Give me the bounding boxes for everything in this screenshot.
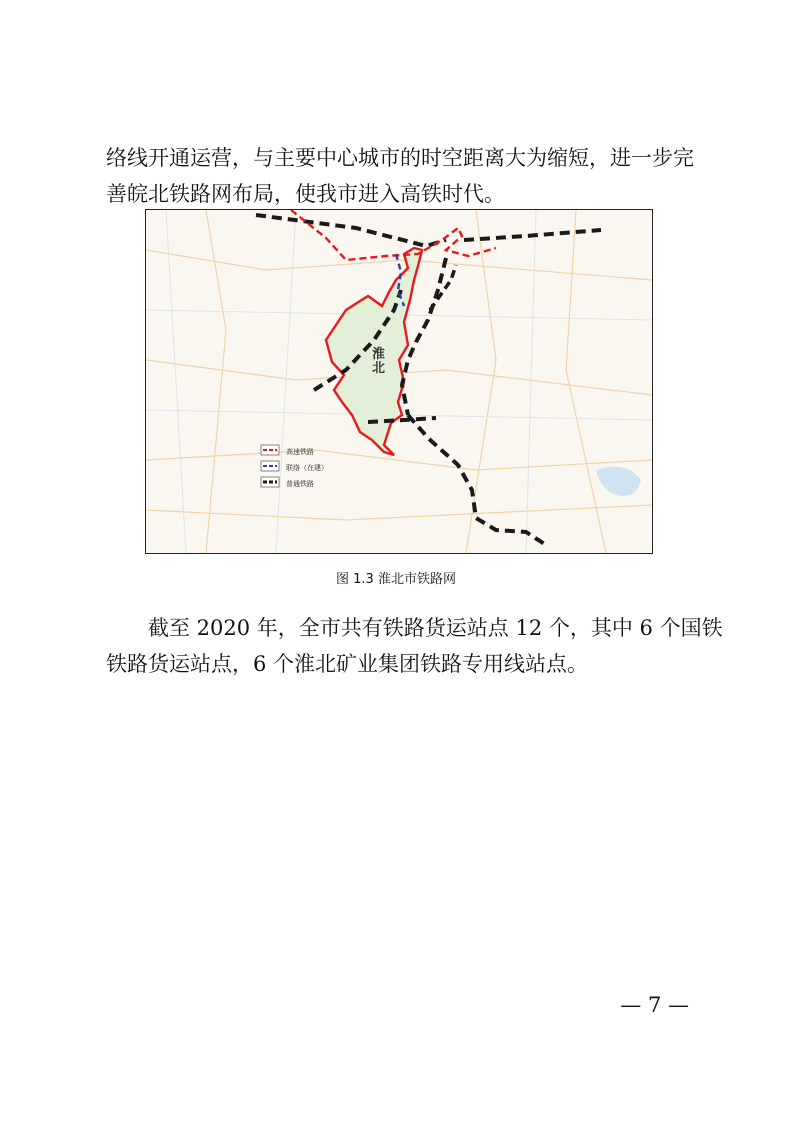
railway-map (146, 210, 652, 553)
city-label-huai: 淮 (372, 347, 386, 362)
paragraph-2 (106, 610, 723, 682)
paragraph-2-line-1: 截至 2020 年，全市共有铁路货运站点 12 个，其中 6 个国铁 (148, 616, 723, 640)
paragraph-1-line-2: 善皖北铁路网布局，使我市进入高铁时代。 (106, 182, 505, 206)
page-number: — 7 — (620, 993, 689, 1017)
railway-map-figure (145, 209, 653, 554)
paragraph-2-line-2: 铁路货运站点，6 个淮北矿业集团铁路专用线站点。 (106, 652, 589, 676)
paragraph-1 (106, 140, 694, 212)
paragraph-1-line-1: 络线开通运营，与主要中心城市的时空距离大为缩短，进一步完 (106, 146, 694, 170)
legend-label-connector: 联络（在建） (286, 464, 328, 472)
legend-label-high-speed: 高速铁路 (286, 448, 314, 456)
figure-caption: 图 1.3 淮北市铁路网 (336, 572, 456, 587)
city-label-bei: 北 (372, 361, 386, 376)
legend-label-ordinary: 普通铁路 (286, 480, 314, 488)
